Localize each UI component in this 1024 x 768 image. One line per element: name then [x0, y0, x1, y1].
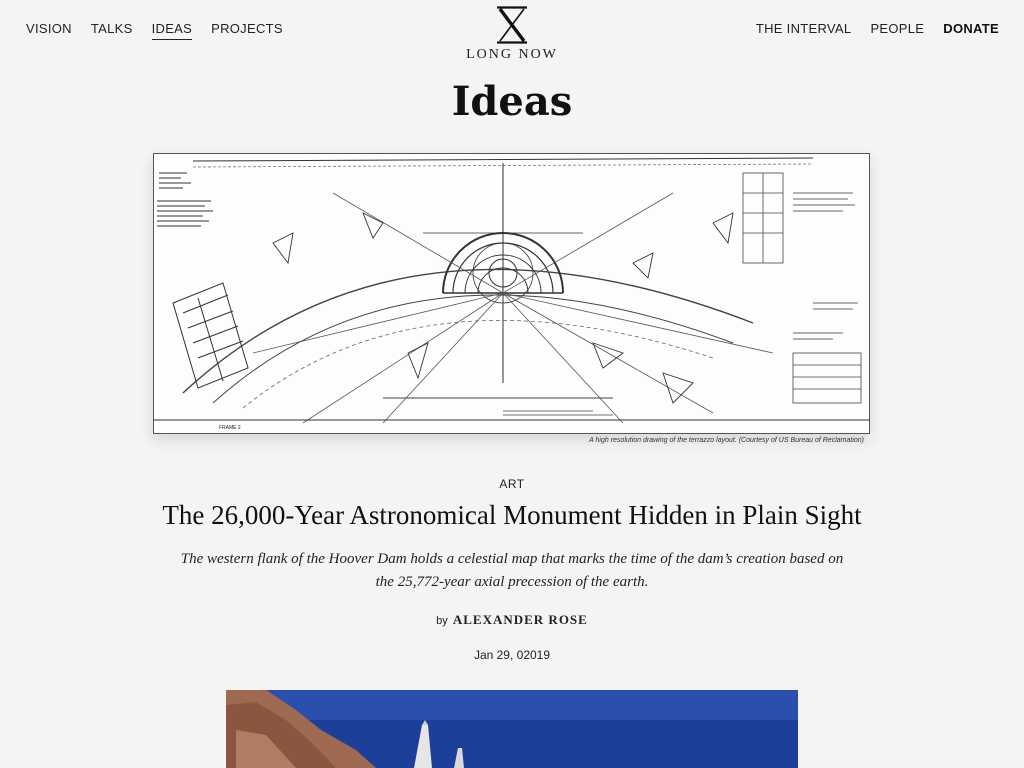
nav-vision[interactable]: VISION [26, 21, 72, 36]
terrazzo-layout-drawing [153, 153, 870, 434]
long-now-x-icon [495, 6, 529, 44]
hoover-dam-photo [226, 690, 798, 768]
page-title: Ideas [451, 78, 573, 125]
article-photo[interactable] [226, 690, 798, 768]
hero-image[interactable] [153, 153, 870, 434]
nav-people[interactable]: PEOPLE [870, 21, 925, 36]
byline [0, 612, 1024, 628]
nav-ideas[interactable]: IDEAS [152, 21, 193, 40]
nav-the-interval[interactable]: THE INTERVAL [755, 21, 852, 36]
secondary-nav [737, 21, 999, 39]
image-caption: A high resolution drawing of the terrazzo layout. (Courtesy of US Bureau of Reclamation) [589, 437, 864, 444]
article-date: Jan 29, 02019 [473, 648, 551, 662]
nav-donate[interactable]: DONATE [943, 21, 999, 36]
article-dek: The western flank of the Hoover Dam holds a celestial map that marks the time of the dam’s creation based on the 25,772-year axial precession of the earth. [180, 551, 844, 590]
nav-projects[interactable]: PROJECTS [211, 21, 283, 36]
article-title[interactable]: The 26,000-Year Astronomical Monument Hidden in Plain Sight [162, 500, 862, 530]
frame-label: FRAME 2 [219, 425, 241, 431]
nav-talks[interactable]: TALKS [90, 21, 133, 36]
logo-text: LONG NOW [466, 47, 558, 62]
author-link[interactable]: ALEXANDER ROSE [452, 612, 588, 627]
byline-prefix: by [436, 615, 448, 627]
article-category[interactable]: ART [499, 477, 525, 491]
